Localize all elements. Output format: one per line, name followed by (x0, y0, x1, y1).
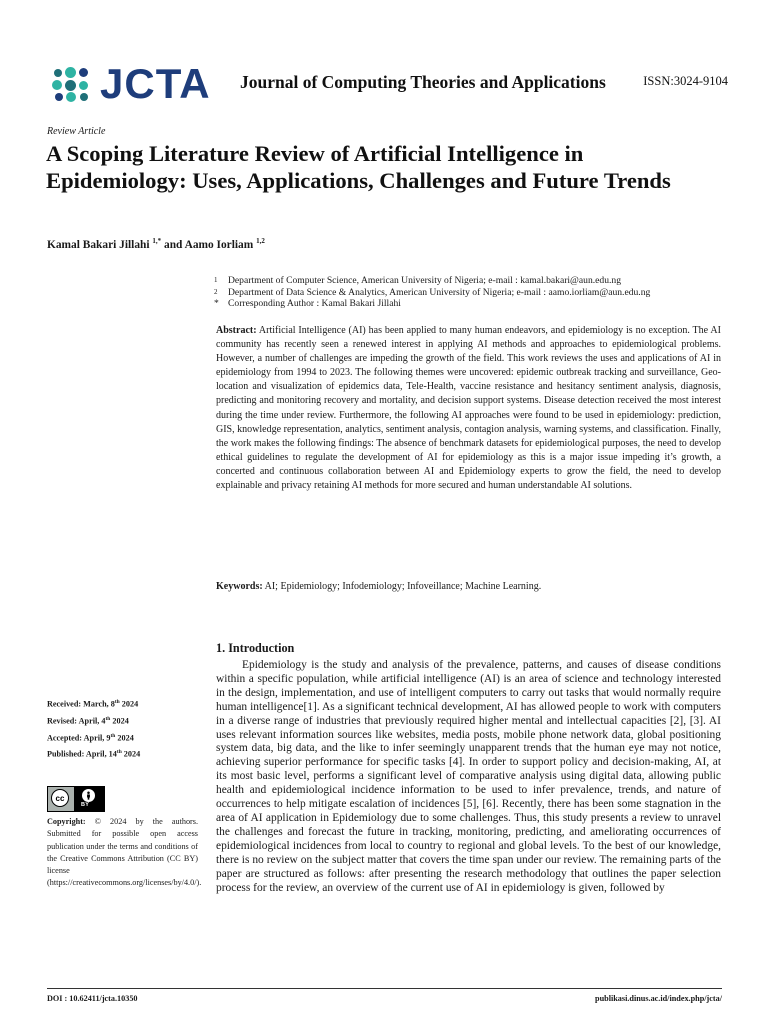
article-title: A Scoping Literature Review of Artificial Intelligence in Epidemiology: Uses, Applications, Challenges and Future Trends (46, 141, 671, 193)
copyright-notice (47, 816, 202, 890)
publication-dates (47, 695, 140, 762)
date-label: Revised: (47, 716, 78, 726)
abstract (216, 324, 721, 493)
keywords-text: AI; Epidemiology; Infodemiology; Infoveillance; Machine Learning. (264, 581, 542, 592)
date-year: 2024 (110, 716, 129, 726)
date-suffix: th (110, 732, 116, 739)
footer-divider (47, 988, 722, 989)
journal-url[interactable]: publikasi.dinus.ac.id/index.php/jcta/ (595, 994, 722, 1003)
affiliations (214, 275, 650, 310)
affiliation-item (214, 287, 650, 299)
date-value: April, 9 (83, 733, 111, 743)
date-year: 2024 (121, 750, 141, 760)
author-name[interactable]: Aamo Iorliam (184, 238, 254, 251)
date-value: April, 14 (85, 750, 117, 760)
date-year: 2024 (115, 733, 134, 743)
cc-section (48, 787, 74, 811)
affiliation-text: Department of Computer Science, American University of Nigeria; e-mail : kamal.bakari@aun.edu.ng (228, 275, 621, 286)
date-value: March, 8 (83, 699, 115, 709)
journal-header (52, 62, 728, 106)
affiliation-text: Department of Data Science & Analytics, American University of Nigeria; e-mail : aamo.iorliam@aun.edu.ng (228, 286, 651, 298)
author-list (47, 237, 265, 251)
keywords-label: Keywords: (216, 581, 263, 592)
abstract-text: Artificial Intelligence (AI) has been applied to many human endeavors, and epidemiology is no exception. The AI community has recently seen a renewed interest in applying AI methods and approaches to epidemiological problems. However, a number of challenges are impeding the growth of the field. This work reviews the uses and applications of AI in epidemiology from 1994 to 2023. The following themes were uncovered: epidemic outbreak tracking and surveillance, Geo-location and visualization of epidemics data, Tele-Health, vaccine resistance and hesitancy sentiment analysis, diagnosis, predicting and monitoring recovery and mortality, and decision support systems. Disease detection received the most interest during the time under review. Furthermore, the following AI approaches were found to be used in epidemiology: prediction, GIS, knowledge representation, analytics, sentiment analysis, contagion analysis, warning systems, and classification. Finally, the work makes the following findings: The absence of benchmark datasets for epidemiological purposes, the need to develop ethical guidelines to regulate the development of AI for epidemiology as this is a major issue impeding it’s growth, a concerted and continuous collaboration between AI and Epidemiology experts to grow the field, the need to develop explainable and privacy retaining AI methods for more secured and human understandable AI solutions. (216, 325, 721, 492)
date-suffix: th (114, 699, 120, 705)
author-name[interactable]: Kamal Bakari Jillahi (47, 238, 150, 251)
affiliation-item (214, 298, 650, 310)
copyright-text: © 2024 by the authors. Submitted for possible open access publication under the terms and conditions of the Creative Commons Attribution (CC BY) license (https://creativecommons.org/licenses/by/4.0/). (47, 817, 202, 888)
doi[interactable]: DOI : 10.62411/jcta.10350 (47, 994, 138, 1003)
section-heading: 1. Introduction (216, 641, 295, 655)
affiliation-item (214, 275, 650, 287)
copyright-label: Copyright: (47, 817, 86, 826)
journal-logo[interactable] (52, 62, 211, 106)
affiliation-marker: 2 (214, 287, 218, 296)
issn: ISSN:3024-9104 (643, 74, 728, 88)
by-label: BY (81, 802, 90, 808)
author-affiliation-marker: 1,2 (256, 237, 265, 245)
logo-dots-icon (52, 66, 98, 102)
creative-commons-icon: cc (51, 789, 69, 807)
article-type: Review Article (47, 126, 106, 137)
date-suffix: th (116, 749, 122, 756)
date-suffix: th (105, 715, 111, 722)
affiliation-marker: * (214, 298, 219, 309)
journal-name: Journal of Computing Theories and Applications (240, 72, 606, 92)
keywords (216, 580, 721, 594)
date-accepted (47, 729, 140, 746)
affiliation-marker: 1 (214, 276, 218, 284)
date-published (47, 745, 140, 762)
date-received (47, 695, 140, 712)
date-label: Published: (47, 750, 85, 760)
date-label: Accepted: (47, 733, 83, 743)
introduction-text: Epidemiology is the study and analysis of the prevalence, patterns, and causes of disease conditions within a specific population, while artificial intelligence (AI) is an area of science and technology interested in the design, implementation, and use of intelligent computers to carry out tasks that would normally require human intelligence[1]. As a significant technical development, AI has allowed people to work with computers in a diverse range of industries that previously required higher mental and intellectual capacities [2], [3]. AI uses relevant information sources like websites, media posts, mobile phone network data, global positioning system data, big data, and the like to infer seemingly unapparent trends that the human eye may not notice, achieving superior performance for specific tasks [4]. In order to support policy and decision-making, AI, at its most basic level, performs a significant level of comparative analysis using digital data, allowing public health and epidemiological incidence information to be used to infer prevalence, trends, and nature of occurrences to help mitigate escalation of incidences [5], [6]. Recently, there has been some stagnation in the area of AI application in Epidemiology due to some challenges. Thus, this study presents a review to unravel the challenges and forecast the future in tracking, monitoring, predicting, and ameliorating occurrences of epidemiological incidences from local to country to regional and global levels. To the best of our knowledge, there is no review on the subject matter that covers the time span under our review. The remaining parts of the paper are structured as follows: after presenting the research methodology that outlines the paper selection process for the review, an overview of the current use of AI in epidemiology is given, followed by (216, 659, 721, 894)
date-revised (47, 712, 140, 729)
cc-by-license-badge[interactable] (47, 786, 105, 812)
logo-text: JCTA (100, 60, 211, 107)
author-conjunction: and (164, 238, 185, 251)
date-value: April, 4 (78, 716, 106, 726)
author-affiliation-marker: 1,* (152, 237, 162, 245)
attribution-person-icon (82, 789, 95, 802)
affiliation-text: Corresponding Author : Kamal Bakari Jillahi (228, 298, 401, 309)
date-year: 2024 (119, 699, 139, 709)
by-section (74, 787, 104, 811)
date-label: Received: (47, 699, 82, 709)
abstract-label: Abstract: (216, 325, 257, 336)
